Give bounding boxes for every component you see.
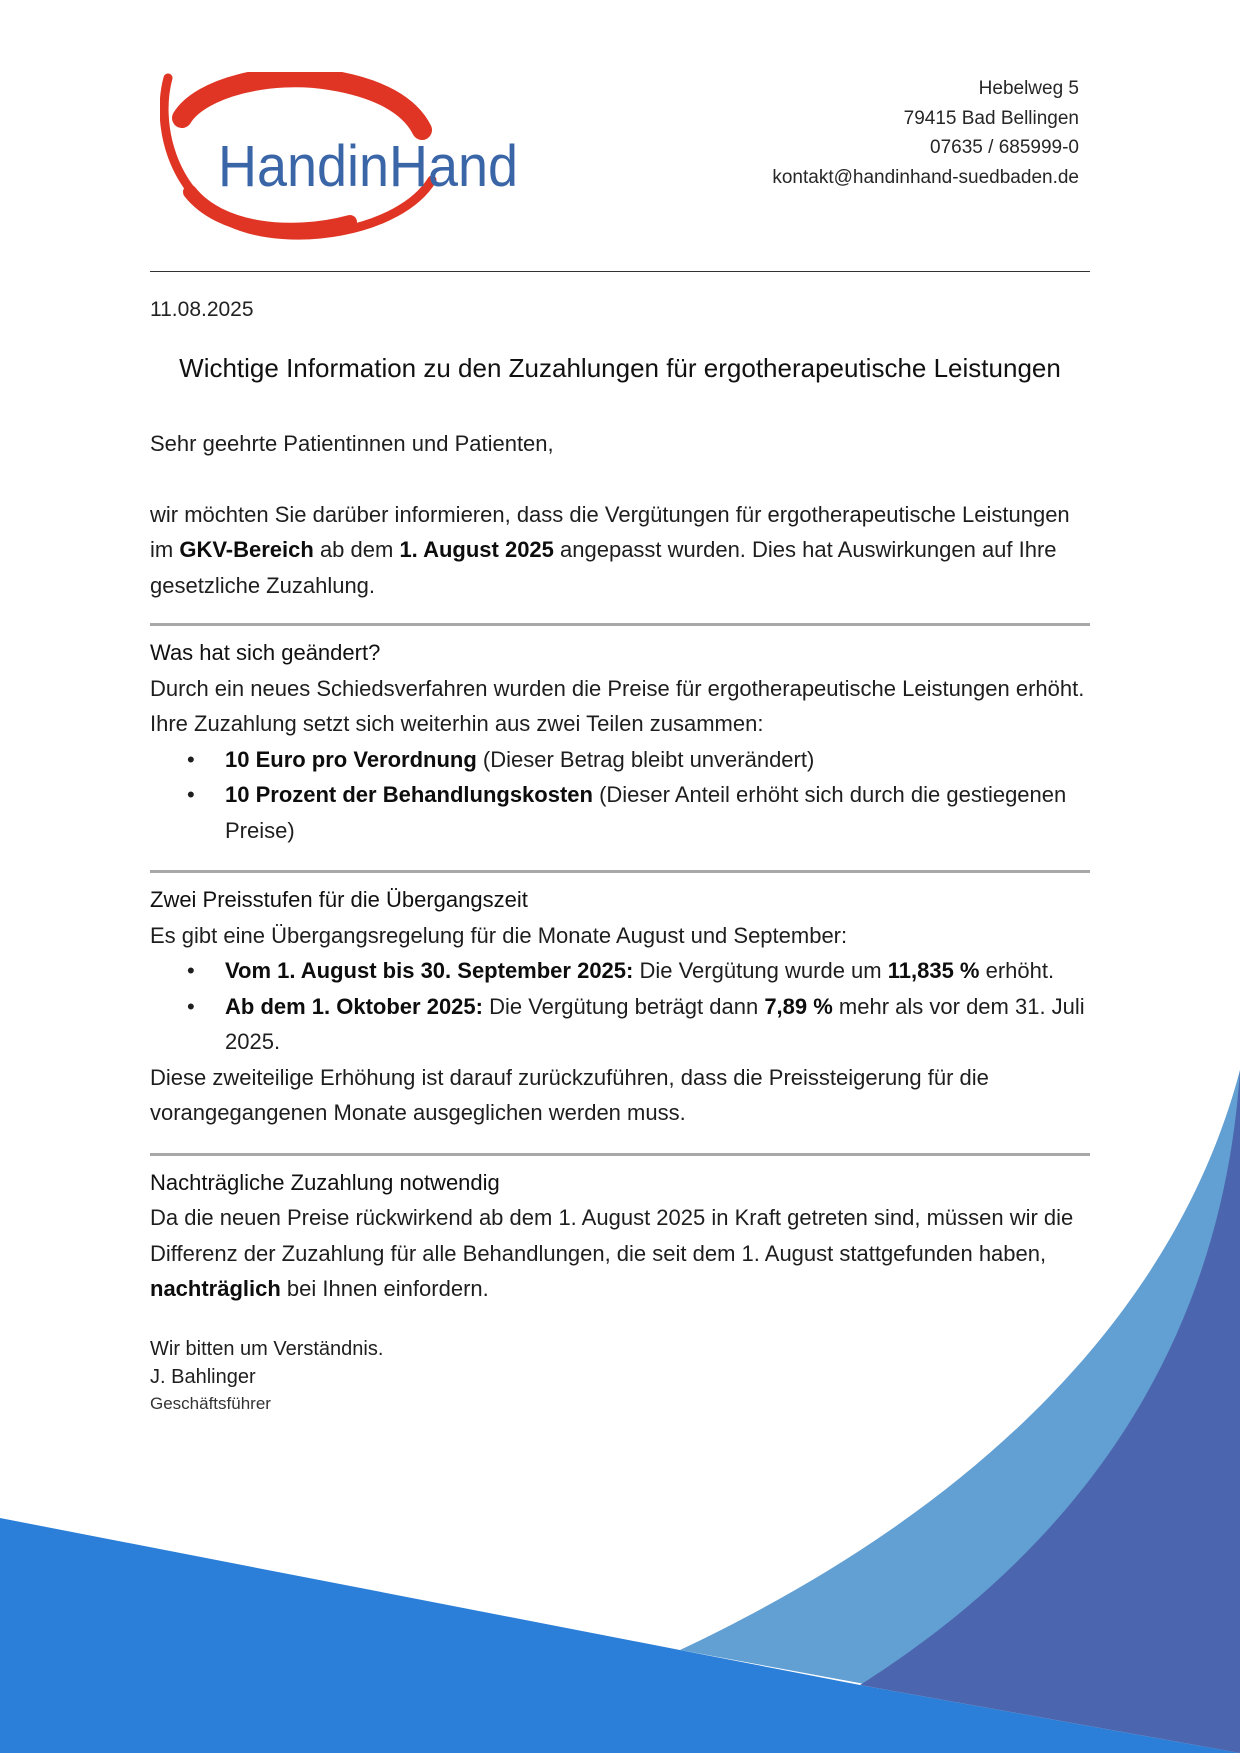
logo-ring-top [182,77,422,130]
section2-footer: Diese zweiteilige Erhöhung ist darauf zurückzuführen, dass die Preissteigerung für die vorangegangenen Monate ausgeglichen werden muss. [150,1064,989,1125]
salutation: Sehr geehrte Patientinnen und Patienten, [150,431,554,456]
intro-bold-date: 1. August 2025 [399,537,554,562]
list-item-bold: Ab dem 1. Oktober 2025: [225,993,483,1019]
sender-address [772,74,1079,192]
section1-text: Durch ein neues Schiedsverfahren wurden die Preise für ergotherapeutische Leistungen erhöht. Ihre Zuzahlung setzt sich weiterhin aus zwei Teilen zusammen: [150,675,1085,736]
section2-heading: Zwei Preisstufen für die Übergangszeit [150,887,528,912]
list-item-text: Die Vergütung wurde um [633,958,888,983]
sender-email: kontakt@handinhand-suedbaden.de [772,166,1079,188]
list-item-text: (Dieser Betrag bleibt unverändert) [476,746,815,772]
list-item-text: Die Vergütung beträgt dann [482,993,765,1019]
letter-body [150,426,1090,1417]
section3-text [150,1200,1090,1307]
section-divider [150,623,1090,626]
list-item [225,742,1090,778]
intro-paragraph [150,497,1090,604]
list-item-text: (Dieser Anteil erhöht sich durch die gestiegenen Preise) [225,782,1067,843]
list-item [225,777,1090,848]
sender-phone: 07635 / 685999-0 [930,137,1079,158]
sender-city: 79415 Bad Bellingen [903,107,1079,129]
section3-text-2: bei Ihnen einfordern. [280,1276,489,1301]
list-item [225,953,1090,989]
section1-heading: Was hat sich geändert? [150,640,381,665]
list-item-bold: 10 Prozent der Behandlungskosten [225,782,593,807]
intro-text-2: ab dem [313,537,400,562]
header-divider [150,271,1090,272]
signer-title: Geschäftsführer [150,1393,271,1413]
closing-line: Wir bitten um Verständnis. [150,1337,384,1360]
list-item-bold: 10 Euro pro Verordnung [225,746,477,772]
section3-bold: nachträglich [150,1276,281,1301]
section1-list [150,742,1090,849]
signer-name: J. Bahlinger [150,1365,256,1388]
sender-street: Hebelweg 5 [978,78,1079,99]
list-item-text: erhöht. [979,958,1055,983]
handinhand-logo [160,72,532,240]
intro-bold-gkv: GKV-Bereich [179,537,314,562]
list-item-text: mehr als vor dem 31. Juli 2025. [225,993,1085,1054]
letter-date: 11.08.2025 [150,298,254,321]
section2-list [150,953,1090,1060]
letter-title: Wichtige Information zu den Zuzahlungen für ergotherapeutische Leistungen [179,353,1061,383]
section-divider [150,870,1090,873]
list-item [225,989,1090,1060]
intro-text-1: wir möchten Sie darüber informieren, dass die Vergütungen für ergotherapeutische Leistungen im [150,501,1070,562]
section-divider [150,1153,1090,1156]
list-item-bold: Vom 1. August bis 30. September 2025: [225,958,634,983]
logo-text: HandinHand [218,134,518,199]
section3-text-1: Da die neuen Preise rückwirkend ab dem 1. August 2025 in Kraft getreten sind, müssen wir die Differenz der Zuzahlung für alle Behandlungen, die seit dem 1. August stattgefunden haben, [150,1205,1074,1266]
section2-text: Es gibt eine Übergangsregelung für die Monate August und September: [150,922,848,948]
section3-heading: Nachträgliche Zuzahlung notwendig [150,1169,500,1195]
list-item-bold-percent: 11,835 % [887,958,980,983]
list-item-bold-percent: 7,89 % [764,993,833,1019]
intro-text-3: angepasst wurden. Dies hat Auswirkungen auf Ihre gesetzliche Zuzahlung. [150,537,1057,598]
